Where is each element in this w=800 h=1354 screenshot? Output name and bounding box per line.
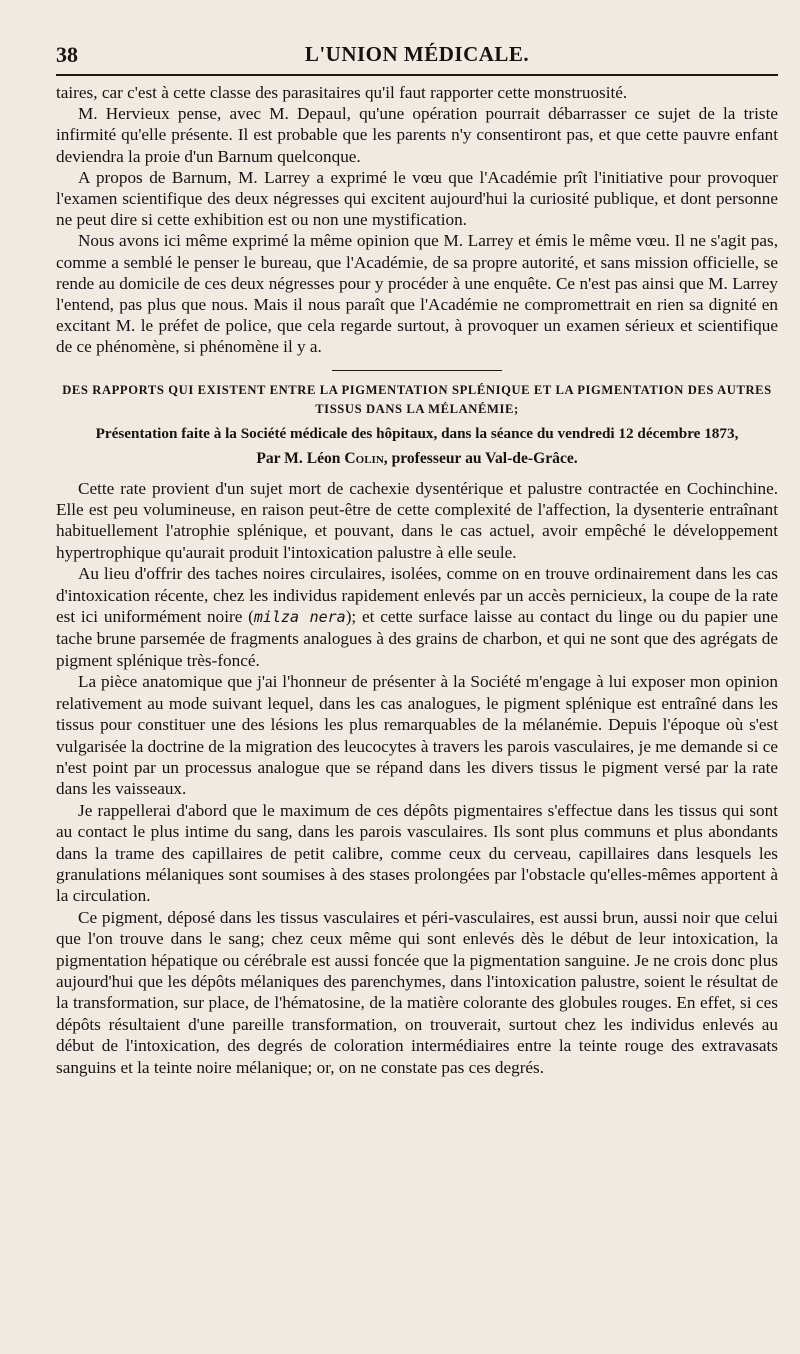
article-subtitle: Présentation faite à la Société médicale des hôpitaux, dans la séance du vendredi 12 décembre 1873, [95,424,739,442]
paragraph [56,563,778,671]
text-run: ); et cette surface laisse au contact du linge ou du papier une tache brune parsemée de fragments analogues à des grains de charbon, et qui ne sont que des agrégats de pigment splénique très-foncé. [56,607,778,670]
paragraph: taires, car c'est à cette classe des parasitaires qu'il faut rapporter cette monstruosité. [56,83,628,102]
paragraph: Ce pigment, déposé dans les tissus vasculaires et péri-vasculaires, est aussi brun, aussi noir que celui que l'on trouve dans le sang; chez ceux même qui sont enlevés dès le début de leur intoxication, la pigmentation hépatique ou cérébrale est aussi foncée que la pigmentation sanguine. Je ne crois donc plus aujourd'hui que les dépôts mélaniques des parenchymes, dans l'intoxication palustre, soient le résultat de la transformation, sur place, de l'hématosine, de la matière colorante des globules rouges. En effet, si ces dépôts résultaient d'une pareille transformation, on trouverait, surtout chez les individus enlevés au début de l'intoxication, des degrés de coloration intermédiaires entre la teinte rouge des extravasats sanguins et la teinte noire mélanique; or, on ne constate pas ces degrés. [56,907,778,1077]
paragraph: Je rappellerai d'abord que le maximum de ces dépôts pigmentaires s'effectue dans les tissus qui sont au contact le plus intime du sang, dans les parois vasculaires. Ils sont plus communs et plus abondants dans la trame des capillaires de petit calibre, comme ceux du cerveau, capillaires dans lesquels les granulations mélaniques sont soumises à des stases prolongées par l'obstacle qu'elles-mêmes apportent à la circulation. [56,800,778,906]
author-prefix: Par M. Léon [256,449,341,467]
author-affiliation: , professeur au Val-de-Grâce. [383,449,578,467]
author-name: Colin [344,449,384,467]
running-head [56,40,778,76]
paragraph: A propos de Barnum, M. Larrey a exprimé le vœu que l'Académie prît l'initiative pour provoquer l'examen scientifique des deux négresses qui excitent aujourd'hui la curiosité publique, et dont personne ne peut dire si cette exhibition est ou non une mystification. [56,167,778,230]
page-number: 38 [56,42,78,67]
paragraph: La pièce anatomique que j'ai l'honneur de présenter à la Société m'engage à lui exposer mon opinion relativement au mode suivant lequel, dans les cas analogues, le pigment splénique est entraîné dans les tissus pour constituer une des lésions les plus remarquables de la mélanémie. Depuis l'époque où s'est vulgarisée la doctrine de la migration des leucocytes à travers les parois vasculaires, je me demande si ce n'est point par un processus analogue que se répand dans les divers tissus le pigment versé par la rate dans les vaisseaux. [56,672,778,799]
paragraph: M. Hervieux pense, avec M. Depaul, qu'une opération pourrait débarrasser ce sujet de la triste infirmité qu'elle présente. Il est probable que les parents n'y consentiront pas, et que cette pauvre enfant deviendra la proie d'un Barnum quelconque. [56,104,778,166]
paragraph: Nous avons ici même exprimé la même opinion que M. Larrey et émis le même vœu. Il ne s'agit pas, comme a semblé le penser le bureau, que l'Académie, de sa propre autorité, et sans mission officielle, se rende au domicile de ces deux négresses pour y procéder à une enquête. Ce n'est pas ainsi que M. Larrey l'entend, pas plus que nous. Mais il nous paraît que l'Académie ne compromettrait en rien sa dignité en excitant M. le préfet de police, que cela regarde surtout, à provoquer un examen sérieux et scientifique de ce phénomène, si phénomène il y a. [56,231,778,357]
section-divider [332,370,502,371]
text-run: Au lieu d'offrir des taches noires circulaires, isolées, comme on en trouve ordinairement dans les cas d'intoxication récente, chez les individus rapidement enlevés par un accès pernicieux, la coupe de la rate est ici uniformément noire ( [56,564,778,627]
article-title: DES RAPPORTS QUI EXISTENT ENTRE LA PIGMENTATION SPLÉNIQUE ET LA PIGMENTATION DES AUTRES TISSUS DANS LA MÉLANÉMIE; [62,382,772,416]
italic-term: milza nera [253,608,346,627]
journal-title: L'UNION MÉDICALE. [304,42,530,66]
paragraph: Cette rate provient d'un sujet mort de cachexie dysentérique et palustre contractée en Cochinchine. Elle est peu volumineuse, en raison peut-être de cette complexité de l'affection, la dysenterie entraînant habituellement l'atrophie splénique, et pouvant, dans le cas actuel, avoir empêché le développement hypertrophique qu'aurait produit l'intoxication palustre à elle seule. [56,478,778,562]
author-line [56,448,778,470]
previous-article-text [56,82,778,358]
article-body [56,478,778,1078]
